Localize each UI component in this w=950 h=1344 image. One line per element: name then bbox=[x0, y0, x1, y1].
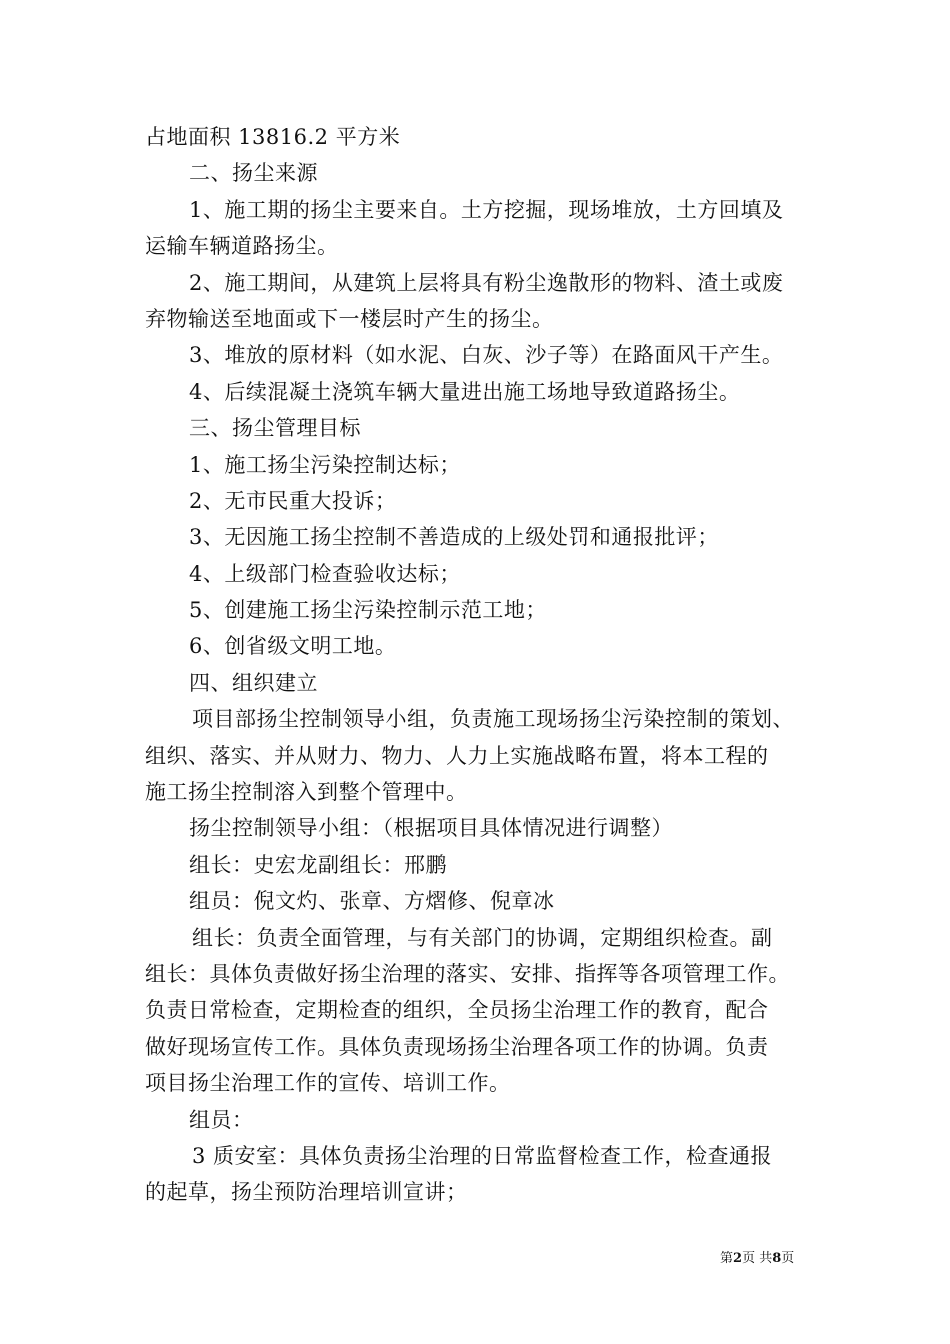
text-line: 6、创省级文明工地。 bbox=[189, 634, 397, 659]
text-line: 3、无因施工扬尘控制不善造成的上级处罚和通报批评； bbox=[189, 525, 719, 550]
text-line: 1、施工扬尘污染控制达标； bbox=[189, 452, 461, 477]
text-line: 二、扬尘来源 bbox=[189, 161, 318, 186]
text-line: 的起草，扬尘预防治理培训宣讲； bbox=[145, 1180, 468, 1205]
text-line: 5、创建施工扬尘污染控制示范工地； bbox=[189, 598, 547, 623]
text-line: 运输车辆道路扬尘。 bbox=[145, 234, 339, 259]
text-line: 三、扬尘管理目标 bbox=[189, 416, 361, 441]
footer-prefix: 第 bbox=[720, 1251, 734, 1266]
text-line: 组员：倪文灼、张章、方熠修、倪章冰 bbox=[189, 889, 555, 914]
text-line: 4、上级部门检查验收达标； bbox=[189, 561, 461, 586]
text-line: 2、无市民重大投诉； bbox=[189, 488, 397, 513]
page-footer bbox=[720, 1247, 794, 1266]
footer-middle: 页 共 bbox=[742, 1251, 773, 1266]
footer-current-page: 2 bbox=[733, 1251, 743, 1266]
text-line: 3、堆放的原材料（如水泥、白灰、沙子等）在路面风干产生。 bbox=[189, 343, 784, 368]
footer-total-pages: 8 bbox=[772, 1251, 782, 1266]
text-line: 组长：史宏龙副组长：邢鹏 bbox=[189, 852, 447, 877]
text-line: 占地面积 13816.2 平方米 bbox=[145, 125, 401, 149]
text-line: 组织、落实、并从财力、物力、人力上实施战略布置，将本工程的 bbox=[145, 743, 769, 768]
text-line: 4、后续混凝土浇筑车辆大量进出施工场地导致道路扬尘。 bbox=[189, 379, 741, 404]
text-line: 3 质安室：具体负责扬尘治理的日常监督检查工作，检查通报 bbox=[192, 1143, 773, 1168]
footer-suffix: 页 bbox=[781, 1251, 795, 1266]
document-body bbox=[145, 119, 825, 1211]
text-line: 扬尘控制领导小组：（根据项目具体情况进行调整） bbox=[189, 816, 673, 841]
text-line: 2、施工期间，从建筑上层将具有粉尘逸散形的物料、渣土或废 bbox=[189, 270, 784, 295]
text-line: 组长：具体负责做好扬尘治理的落实、安排、指挥等各项管理工作。 bbox=[145, 961, 790, 986]
text-line: 1、施工期的扬尘主要来自。土方挖掘，现场堆放，土方回填及 bbox=[189, 197, 784, 222]
text-line: 负责日常检查，定期检查的组织，全员扬尘治理工作的教育，配合 bbox=[145, 998, 769, 1023]
text-line: 组员： bbox=[189, 1107, 254, 1132]
text-line: 弃物输送至地面或下一楼层时产生的扬尘。 bbox=[145, 306, 554, 331]
text-line: 组长：负责全面管理，与有关部门的协调，定期组织检查。副 bbox=[192, 925, 773, 950]
text-line: 四、组织建立 bbox=[189, 670, 318, 695]
text-line: 做好现场宣传工作。具体负责现场扬尘治理各项工作的协调。负责 bbox=[145, 1034, 769, 1059]
text-line: 项目部扬尘控制领导小组，负责施工现场扬尘污染控制的策划、 bbox=[192, 707, 794, 732]
text-line: 施工扬尘控制溶入到整个管理中。 bbox=[145, 780, 468, 805]
text-line: 项目扬尘治理工作的宣传、培训工作。 bbox=[145, 1071, 511, 1096]
